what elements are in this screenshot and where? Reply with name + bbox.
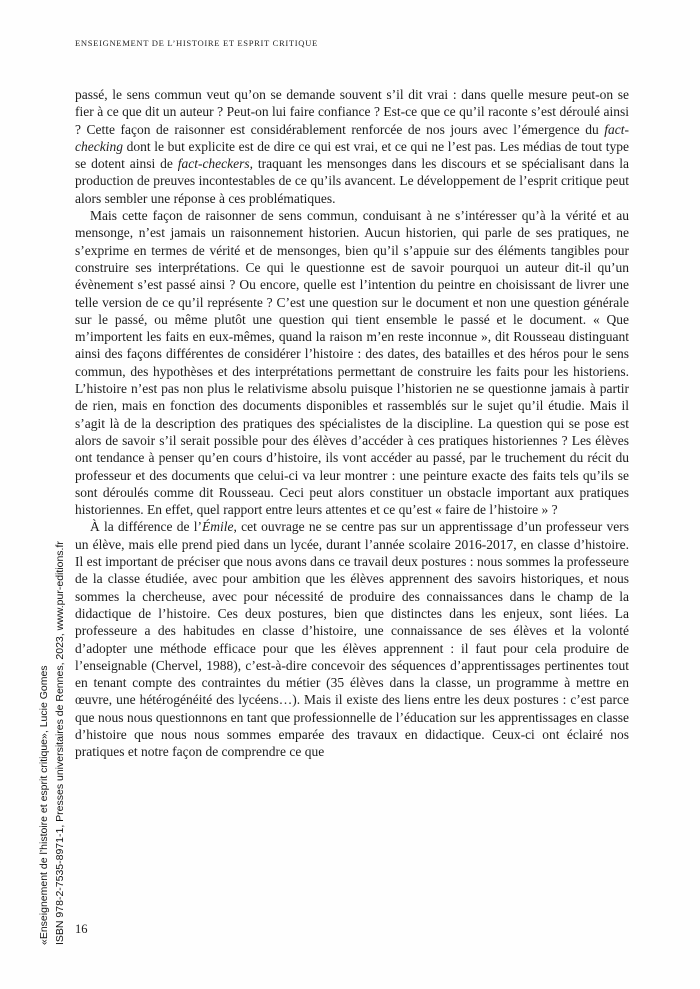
- paragraph-two-postures: [75, 518, 629, 760]
- italic-text-run: Émile: [201, 519, 234, 535]
- page-number: 16: [75, 922, 88, 936]
- text-run: , traquant les mensonges dans les discours et se spécialisant dans la production de preuves incontestables de ce qu’ils avancent. Le développement de l’esprit critique peut alors sembler une réponse à ces problématiques.: [75, 156, 629, 206]
- text-run: passé, le sens commun veut qu’on se demande souvent s’il dit vrai : dans quelle mesure peut-on se fier à ce que dit un auteur ? Peut-on lui faire confiance ? Est-ce que ce qu’il raconte s’est déroulé ainsi ? Cette façon de raisonner est considérablement renforcée de nos jours avec l’émergence du: [75, 87, 629, 137]
- paragraph-common-sense-vs-historian: [75, 207, 629, 518]
- sidebar-citation-title: «Enseignement de l’histoire et esprit critique», Lucie Gomes: [38, 665, 50, 945]
- text-run: dont le but explicite est de dire ce qui est vrai, et ce qui ne l’est pas. Les médias de tout type se dotent ainsi de: [75, 138, 629, 172]
- italic-text-run: fact-checkers: [177, 156, 250, 172]
- italic-text-run: fact-checking: [75, 121, 629, 154]
- paragraph-continuation: [75, 86, 629, 207]
- running-header: ENSEIGNEMENT DE L’HISTOIRE ET ESPRIT CRITIQUE: [75, 38, 318, 48]
- sidebar-citation-isbn: ISBN 978-2-7535-8971-1, Presses universitaires de Rennes, 2023, www.pur-editions.fr: [53, 541, 66, 945]
- text-run: , cet ouvrage ne se centre pas sur un apprentissage d’un professeur vers un élève, mais elle prend pied dans un lycée, durant l’année scolaire 2016-2017, en classe d’histoire. Il est important de préciser que nous avons dans ce travail deux postures : nous sommes la professeure de la classe étudiée, avec pour ambition que les élèves apprennent des savoirs historiques, et nous sommes la chercheuse, avec pour nécessité de produire des connaissances dans le champ de la didactique de l’histoire. Ces deux postures, bien que distinctes dans les enjeux, sont liées. La professeure a des habitudes en classe d’histoire, une connaissance de ses élèves et la volonté d’adopter une méthode efficace pour que les élèves apprennent : il faut pour cela produire de l’enseignable (Chervel, 1988), c’est-à-dire concevoir des séquences d’apprentissages pertinentes tout en tenant compte des contraintes du métier (35 élèves dans la classe, un programme à mettre en œuvre, une hétérogénéité des lycéens…). Mais il existe des liens entre les deux postures : c’est parce que nous nous questionnons en tant que professionnelle de l’éducation sur les apprentissages en classe d’histoire que nous nous sommes emparée des travaux en didactique. Ceux-ci ont éclairé nos pratiques et notre façon de comprendre ce que: [75, 519, 629, 760]
- body-text: [75, 86, 629, 761]
- sidebar-citation: [37, 541, 68, 945]
- text-run: Mais cette façon de raisonner de sens commun, conduisant à ne s’intéresser qu’à la vérité et au mensonge, n’est jamais un raisonnement historien. Aucun historien, qui parle de ses pratiques, ne s’exprime en termes de vérité et de mensonges, bien qu’il s’appuie sur des éléments tangibles pour construire ses interprétations. Ce qui le questionne est de savoir pourquoi un auteur dit-il qu’un évènement s’est passé ainsi ? Ou encore, quelle est l’intention du peintre en choisissant de livrer une telle version de ce qu’il représente ? C’est une question sur le document et non une question générale sur le passé, ou même plutôt une question qui tient ensemble le passé et le document. « Que m’importent les faits en eux-mêmes, quand la raison m’en reste inconnue », dit Rousseau distinguant ainsi des façons différentes de considérer l’histoire : des dates, des batailles et des héros pour le sens commun, des hypothèses et des interprétations permettant de construire les faits pour les historiens. L’histoire n’est pas non plus le relativisme absolu puisque l’historien ne se questionne jamais à partir de rien, mais en fonction des documents disponibles et rassemblés sur le sujet qu’il étudie. Mais il s’agit là de la description des pratiques des spécialistes de la discipline. La question qui se pose est alors de savoir s’il serait possible pour des élèves d’accéder à ces pratiques historiennes ? Les élèves ont tendance à penser qu’en cours d’histoire, ils vont accéder au passé, par le truchement du récit du professeur et des documents que celui-ci va leur montrer : une peinture exacte des faits tels qu’ils se sont déroulés comme dit Rousseau. Ceci peut alors constituer un obstacle important aux pratiques historiennes. En effet, quel rapport entre leurs attentes et ce qu’est « faire de l’histoire » ?: [75, 208, 629, 518]
- text-run: À la différence de l’: [90, 519, 202, 535]
